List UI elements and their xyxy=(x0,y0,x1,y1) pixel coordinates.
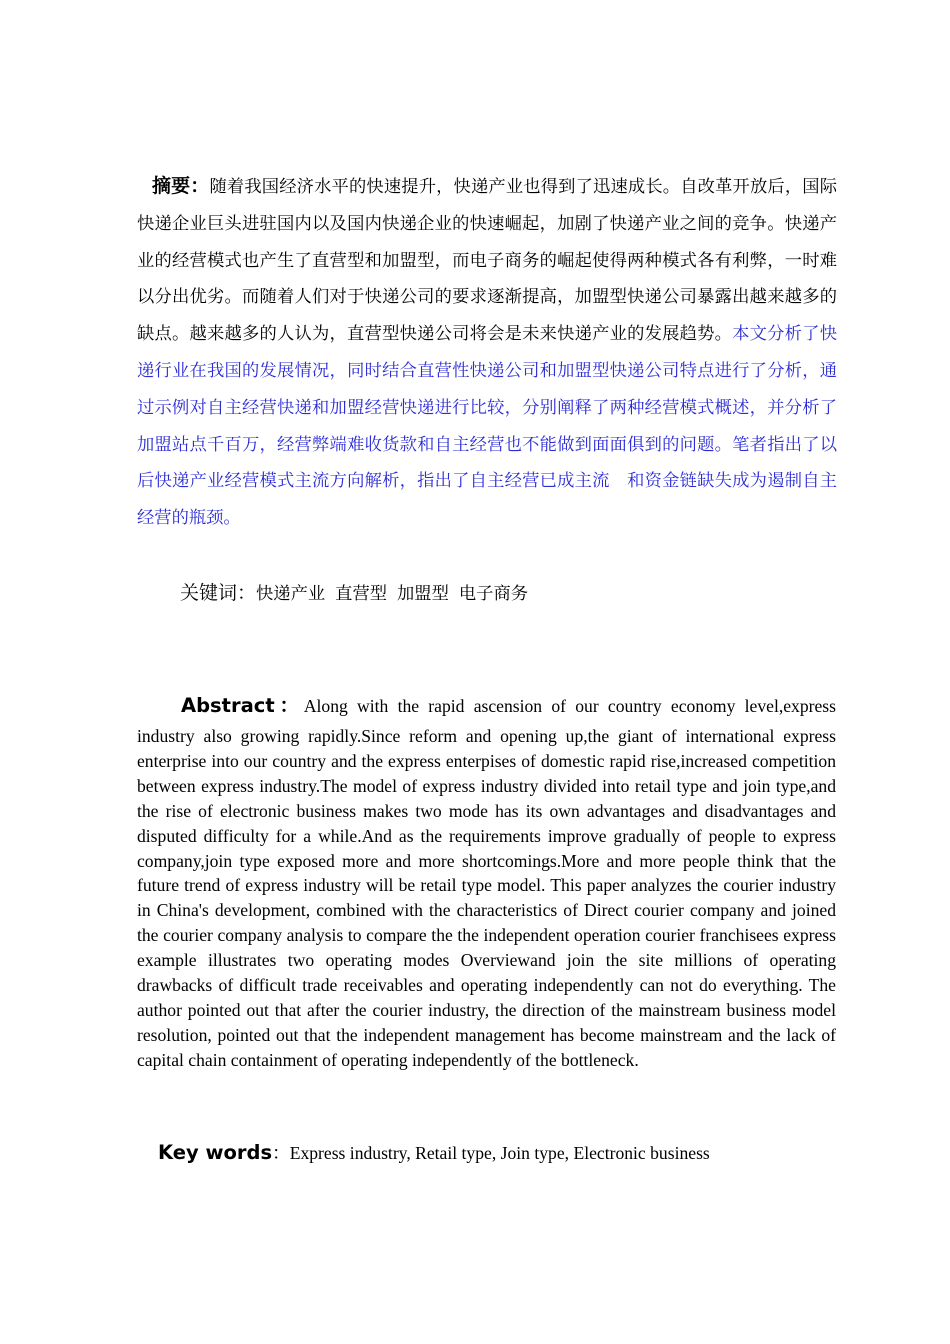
english-abstract-opening: Along with the rapid ascension of our country economy level,express xyxy=(303,696,836,716)
chinese-keywords-label: 关键词： xyxy=(180,582,257,604)
chinese-keywords xyxy=(180,576,840,611)
chinese-abstract-highlighted-text: 本文分析了快递行业在我国的发展情况，同时结合直营性快递公司和加盟型快递公司特点进行了分析，通过示例对自主经营快递和加盟经营快递进行比较，分别阐释了两种经营模式概述，并分析了加盟站点千百万，经营弊端难收货款和自主经营也不能做到面面俱到的问题。笔者指出了以后快递产业经营模式主流方向解析，指出了自主经营已成主流 和资金链缺失成为遏制自主经营的瓶颈。 xyxy=(137,324,837,529)
english-keywords-label: Key words xyxy=(158,1141,273,1164)
chinese-abstract xyxy=(137,168,837,537)
chinese-keyword: 快递产业 xyxy=(256,584,326,604)
chinese-keyword: 直营型 xyxy=(335,584,388,604)
english-abstract-body: industry also growing rapidly.Since reform and opening up,the giant of international express enterprise into our country and the express enterpises of domestic rapid rise,increased competition between express industry.The model of express industry divided into retail type and join type,and the rise of electronic business makes two mode has its own advantages and disadvantages and disputed difficulty for a while.And as the requirements improve gradually of people to express company,join type exposed more and more shortcomings.More and more people think that the future trend of express industry will be retail type model. This paper analyzes the courier industry in China's development, combined with the characteristics of Direct courier company and joined the courier company analysis to compare the the independent operation courier franchisees express example illustrates two operating modes Overviewand join the site millions of operating drawbacks of difficult trade receivables and operating independently can not do everything. The author pointed out that after the courier industry, the direction of the mainstream business model resolution, pointed out that the independent management has become mainstream and the lack of capital chain containment of operating independently of the bottleneck. xyxy=(137,726,836,1070)
english-abstract xyxy=(137,688,836,1073)
chinese-abstract-text: 随着我国经济水平的快速提升，快递产业也得到了迅速成长。自改革开放后，国际快递企业巨头进驻国内以及国内快递企业的快速崛起，加剧了快递产业之间的竞争。快递产业的经营模式也产生了直营型和加盟型，而电子商务的崛起使得两种模式各有利弊，一时难以分出优劣。而随着人们对于快递公司的要求逐渐提高，加盟型快递公司暴露出越来越多的缺点。越来越多的人认为，直营型快递公司将会是未来快递产业的发展趋势。 xyxy=(137,177,837,345)
english-abstract-label: Abstract： xyxy=(181,694,304,717)
chinese-keyword: 电子商务 xyxy=(458,584,529,604)
english-keywords xyxy=(158,1138,858,1168)
english-abstract-first-line xyxy=(137,688,836,724)
english-keywords-text: Express industry, Retail type, Join type, Electronic business xyxy=(289,1143,710,1163)
chinese-keyword: 加盟型 xyxy=(397,584,449,604)
chinese-abstract-label: 摘要： xyxy=(152,175,210,197)
english-keywords-separator: ： xyxy=(272,1143,290,1163)
